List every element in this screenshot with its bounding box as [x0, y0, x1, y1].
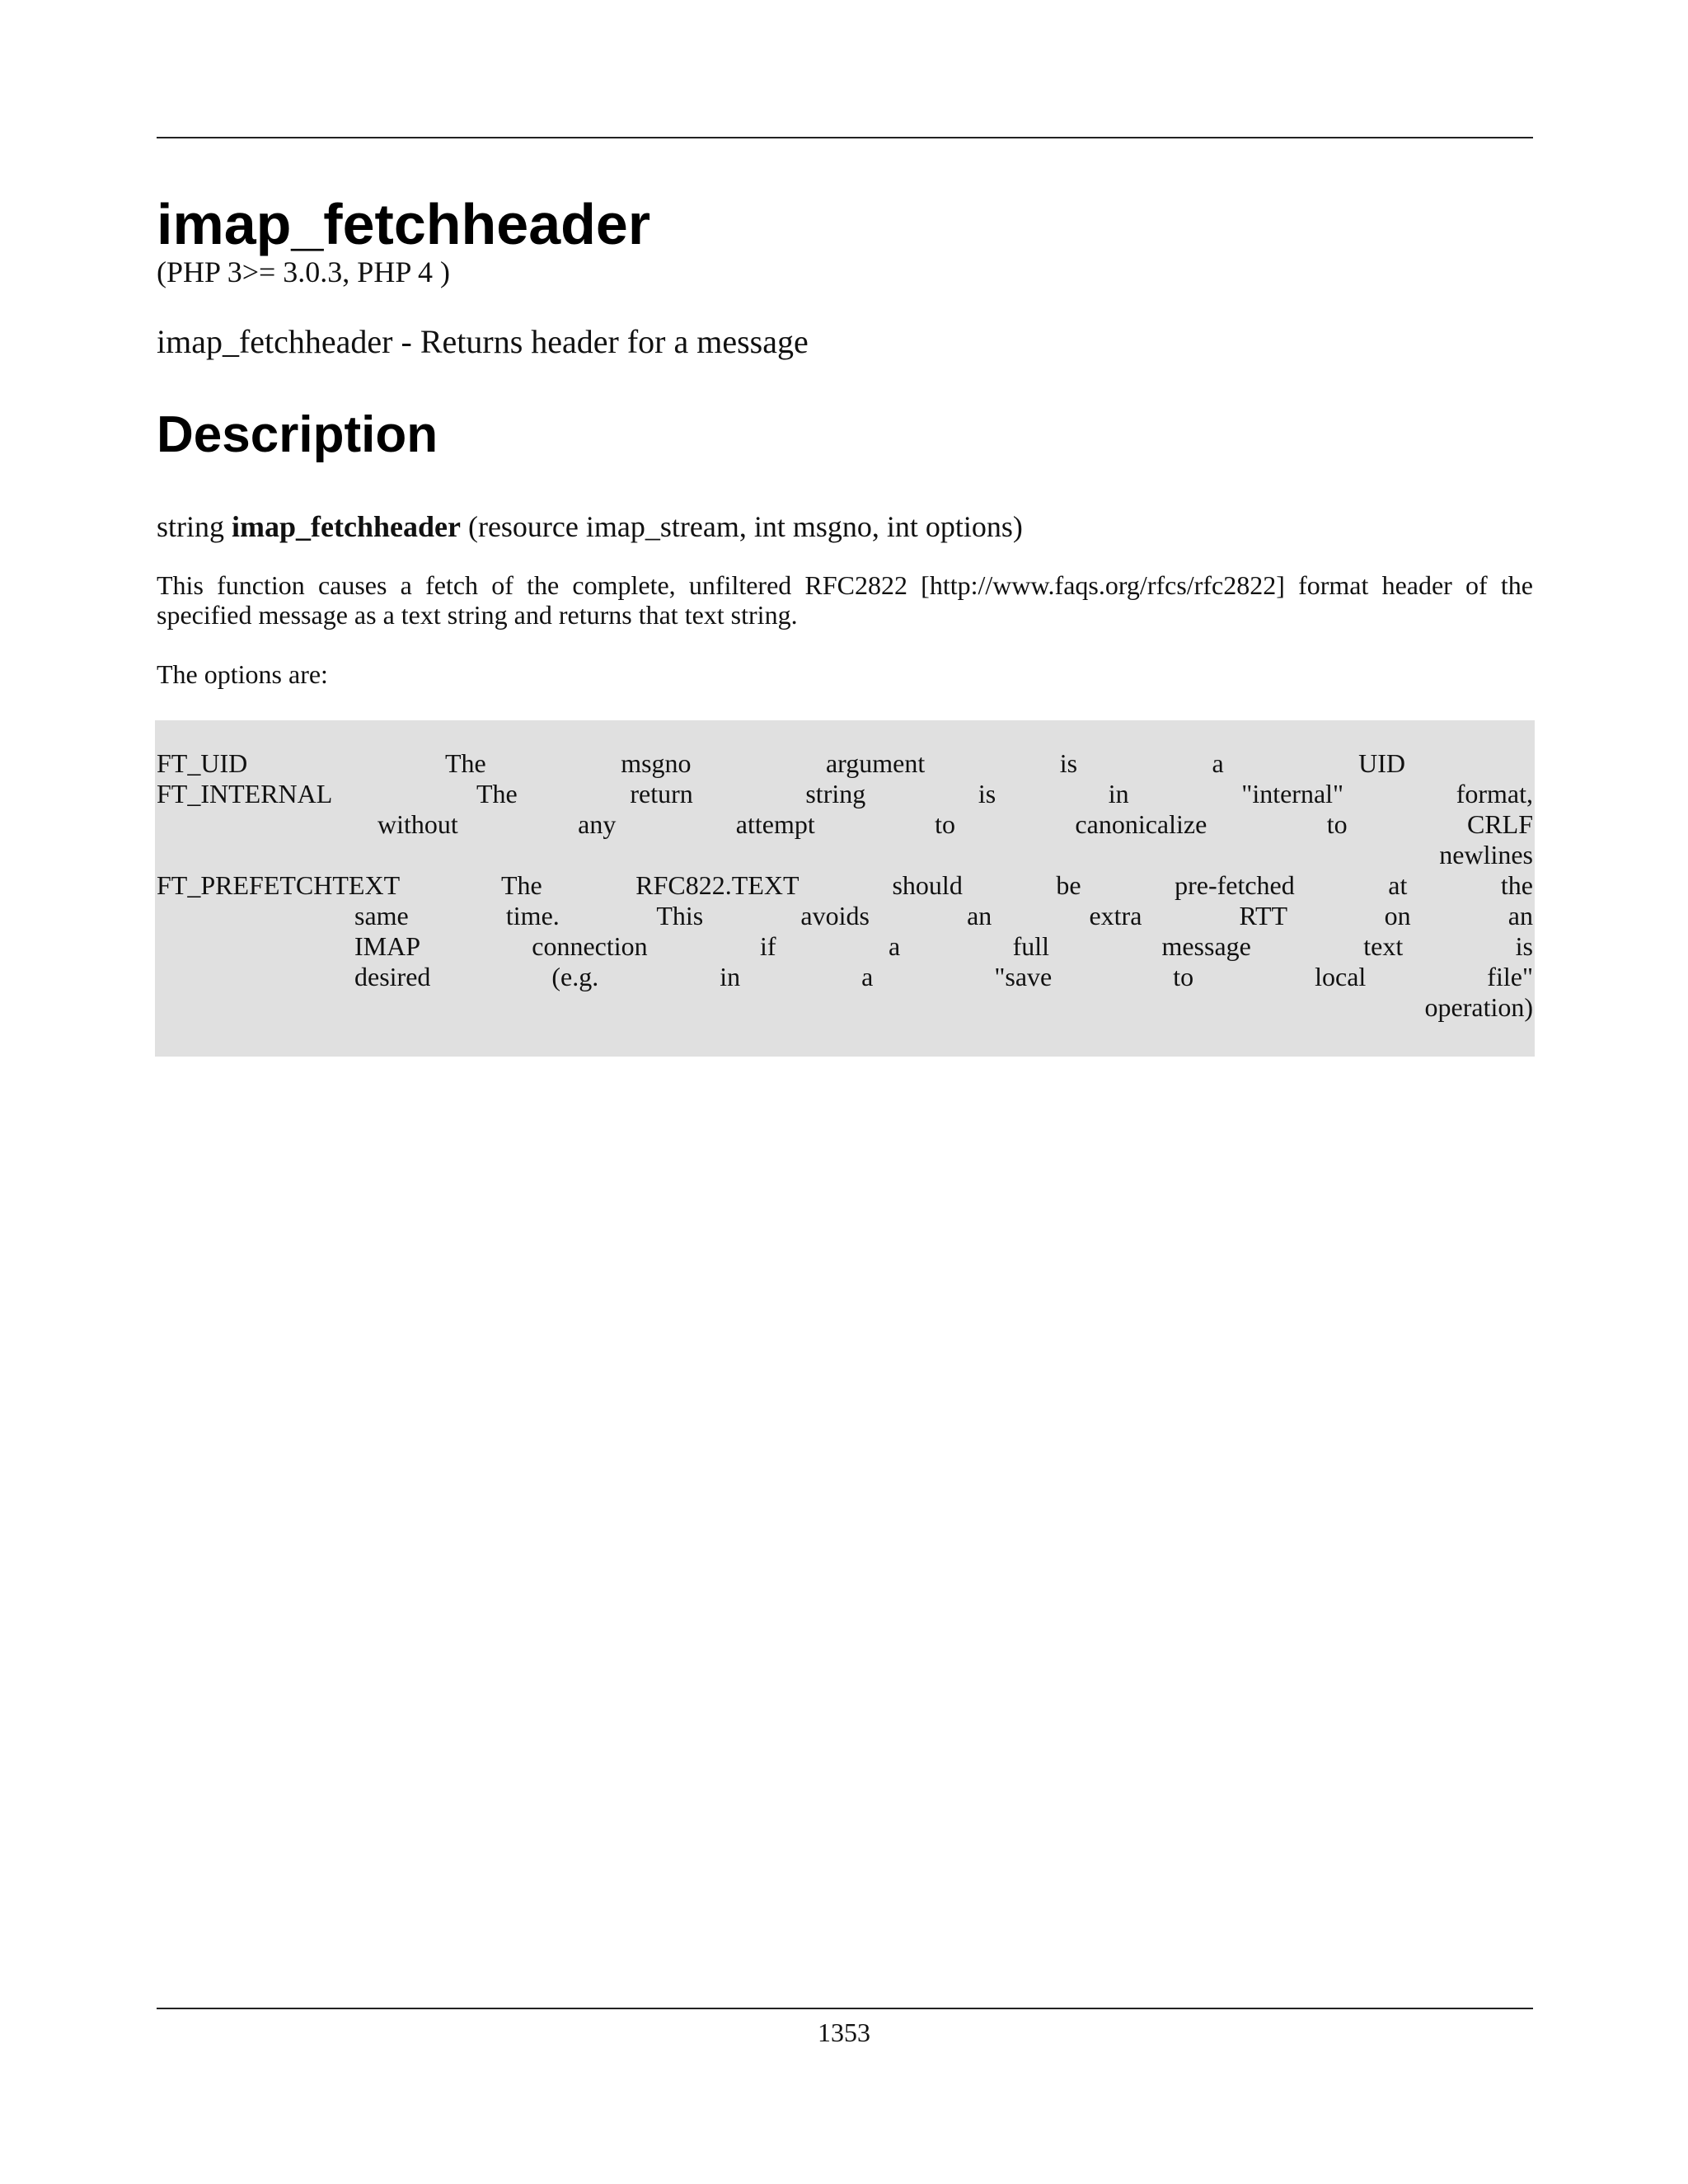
page-number: 1353 [818, 2018, 870, 2047]
return-type: string [157, 510, 225, 543]
option-row-ft-uid [157, 748, 1533, 779]
option-row-ft-internal [157, 779, 1533, 870]
option-desc-line: The RFC822.TEXT should be pre-fetched at the [501, 870, 1533, 900]
footer-rule [157, 2008, 1533, 2009]
option-name: FT_INTERNAL [157, 779, 333, 808]
option-desc-line: same time. This avoids an extra RTT on an [354, 901, 1533, 930]
function-name: imap_fetchheader [232, 510, 461, 543]
refname-description: imap_fetchheader - Returns header for a message [157, 323, 809, 360]
option-desc-line: without any attempt to canonicalize to CRLF [377, 809, 1533, 839]
option-desc-line: newlines [1439, 840, 1533, 869]
option-name: FT_PREFETCHTEXT [157, 870, 401, 900]
page-title: imap_fetchheader [157, 192, 651, 256]
option-desc-line: IMAP connection if a full message text is [354, 931, 1533, 961]
section-heading-description: Description [157, 406, 438, 463]
options-intro: The options are: [157, 659, 328, 689]
header-rule [157, 137, 1533, 138]
function-params: (resource imap_stream, int msgno, int options) [467, 510, 1023, 543]
version-info: (PHP 3>= 3.0.3, PHP 4 ) [157, 255, 450, 288]
option-desc-line: desired (e.g. in a "save to local file" [354, 962, 1533, 991]
function-synopsis [157, 508, 1023, 546]
description-paragraph: This function causes a fetch of the complete, unfiltered RFC2822 [http://www.faqs.org/rfcs/rfc2822] format header of the specified message as a text string and returns that text string. [157, 570, 1533, 630]
options-table [155, 720, 1535, 1057]
option-desc-line: The msgno argument is a UID [445, 748, 1405, 778]
option-name: FT_UID [157, 748, 248, 778]
option-desc-line: The return string is in "internal" format, [476, 779, 1533, 808]
option-desc-line: operation) [1424, 992, 1533, 1022]
option-row-ft-prefetchtext [157, 870, 1533, 1023]
